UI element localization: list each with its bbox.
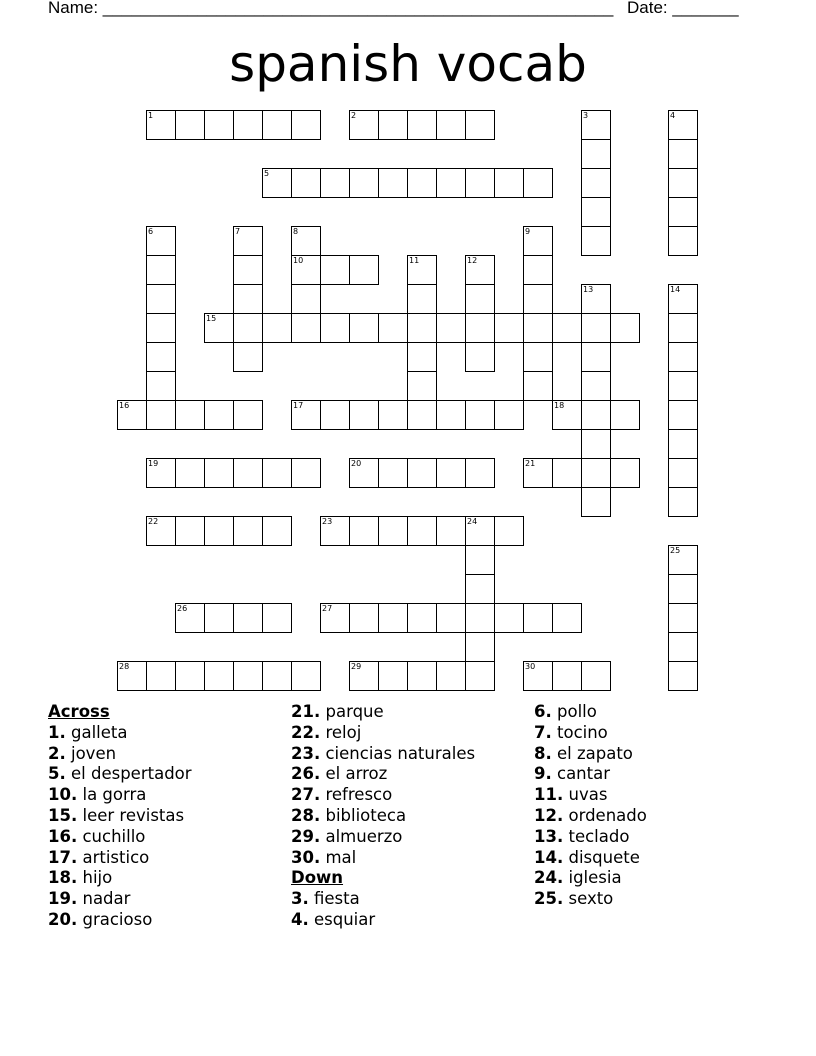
grid-cell[interactable] xyxy=(349,603,379,633)
clue-item-number: 16. xyxy=(48,826,78,846)
clue-number: 13 xyxy=(583,285,594,294)
grid-cell[interactable] xyxy=(204,458,234,488)
grid-cell[interactable] xyxy=(610,313,640,343)
grid-cell[interactable] xyxy=(175,400,205,430)
clue-item-text: uvas xyxy=(568,785,608,805)
clue-item-number: 23. xyxy=(291,743,321,763)
clue-item xyxy=(48,785,192,806)
clue-item-text: disquete xyxy=(568,847,640,867)
grid-cell[interactable] xyxy=(668,458,698,488)
grid-cell[interactable] xyxy=(204,603,234,633)
grid-cell[interactable] xyxy=(291,284,321,314)
clue-item-number: 9. xyxy=(534,764,552,784)
date-field[interactable]: Date: _______ xyxy=(627,0,739,17)
clue-item-number: 2. xyxy=(48,743,66,763)
clue-number: 18 xyxy=(554,401,565,410)
grid-cell[interactable] xyxy=(407,516,437,546)
clue-number: 16 xyxy=(119,401,130,410)
grid-cell[interactable] xyxy=(378,313,408,343)
name-field[interactable]: Name: ______________________________________________________ xyxy=(48,0,614,17)
clue-number: 23 xyxy=(322,517,333,526)
clue-item xyxy=(291,744,475,765)
grid-cell[interactable] xyxy=(581,661,611,691)
page-title: spanish vocab xyxy=(229,35,587,93)
grid-cell[interactable] xyxy=(494,400,524,430)
clue-item-text: leer revistas xyxy=(82,805,185,825)
grid-cell[interactable] xyxy=(523,168,553,198)
clue-number: 28 xyxy=(119,662,130,671)
grid-cell[interactable] xyxy=(668,487,698,517)
grid-cell[interactable] xyxy=(146,371,176,401)
clue-number: 30 xyxy=(525,662,536,671)
grid-cell[interactable] xyxy=(233,603,263,633)
grid-cell[interactable] xyxy=(349,458,379,488)
grid-cell[interactable] xyxy=(668,603,698,633)
grid-cell[interactable] xyxy=(581,342,611,372)
clue-item-number: 28. xyxy=(291,805,321,825)
grid-cell[interactable] xyxy=(436,313,466,343)
clue-item-number: 26. xyxy=(291,764,321,784)
clue-item-text: hijo xyxy=(82,868,113,888)
clue-item xyxy=(291,889,475,910)
grid-cell[interactable] xyxy=(291,168,321,198)
grid-cell[interactable] xyxy=(233,284,263,314)
grid-cell[interactable] xyxy=(378,458,408,488)
clue-item-number: 17. xyxy=(48,847,78,867)
grid-cell[interactable] xyxy=(146,661,176,691)
grid-cell[interactable] xyxy=(581,458,611,488)
clue-item xyxy=(48,806,192,827)
clue-number: 20 xyxy=(351,459,362,468)
grid-cell[interactable] xyxy=(523,458,553,488)
grid-cell[interactable] xyxy=(204,516,234,546)
clue-item-text: esquiar xyxy=(314,909,376,929)
clue-item-text: la gorra xyxy=(82,785,147,805)
grid-cell[interactable] xyxy=(494,516,524,546)
grid-cell[interactable] xyxy=(436,168,466,198)
grid-cell[interactable] xyxy=(320,255,350,285)
grid-cell[interactable] xyxy=(552,313,582,343)
clue-item-number: 22. xyxy=(291,722,321,742)
grid-cell[interactable] xyxy=(204,400,234,430)
grid-cell[interactable] xyxy=(407,603,437,633)
clue-item-number: 25. xyxy=(534,889,564,909)
grid-cell[interactable] xyxy=(291,226,321,256)
clue-item-number: 4. xyxy=(291,909,309,929)
grid-cell[interactable] xyxy=(233,226,263,256)
clue-item-number: 21. xyxy=(291,702,321,721)
clue-item-number: 6. xyxy=(534,702,552,721)
grid-cell[interactable] xyxy=(349,313,379,343)
grid-cell[interactable] xyxy=(233,661,263,691)
clue-item-number: 20. xyxy=(48,909,78,929)
grid-cell[interactable] xyxy=(494,168,524,198)
clue-number: 4 xyxy=(670,111,676,120)
grid-cell[interactable] xyxy=(465,516,495,546)
clue-number: 11 xyxy=(409,256,420,265)
grid-cell[interactable] xyxy=(494,603,524,633)
clue-item-number: 29. xyxy=(291,826,321,846)
clue-item-number: 18. xyxy=(48,868,78,888)
clue-section-heading: Across xyxy=(48,702,110,721)
grid-cell[interactable] xyxy=(378,168,408,198)
grid-cell[interactable] xyxy=(668,168,698,198)
grid-cell[interactable] xyxy=(523,603,553,633)
grid-cell[interactable] xyxy=(668,226,698,256)
grid-cell[interactable] xyxy=(465,400,495,430)
grid-cell[interactable] xyxy=(465,603,495,633)
grid-cell[interactable] xyxy=(668,197,698,227)
clue-number: 5 xyxy=(264,169,270,178)
clue-item xyxy=(291,910,475,931)
grid-cell[interactable] xyxy=(204,110,234,140)
clue-item-text: el zapato xyxy=(557,743,633,763)
clue-number: 24 xyxy=(467,517,478,526)
grid-cell[interactable] xyxy=(349,400,379,430)
clue-number: 12 xyxy=(467,256,478,265)
clue-item-text: sexto xyxy=(568,889,614,909)
clue-item-number: 8. xyxy=(534,743,552,763)
clue-item-text: fiesta xyxy=(314,889,360,909)
grid-cell[interactable] xyxy=(581,197,611,227)
clue-item xyxy=(291,785,475,806)
grid-cell[interactable] xyxy=(552,400,582,430)
clue-item-number: 13. xyxy=(534,826,564,846)
clue-item-number: 15. xyxy=(48,805,78,825)
clue-item-number: 12. xyxy=(534,805,564,825)
clue-number: 14 xyxy=(670,285,681,294)
grid-cell[interactable] xyxy=(291,313,321,343)
grid-cell[interactable] xyxy=(610,458,640,488)
grid-cell[interactable] xyxy=(291,661,321,691)
clue-item-text: teclado xyxy=(568,826,630,846)
grid-cell[interactable] xyxy=(465,110,495,140)
clue-item-text: el despertador xyxy=(71,764,192,784)
grid-cell[interactable] xyxy=(175,458,205,488)
grid-cell[interactable] xyxy=(523,255,553,285)
clue-item-number: 24. xyxy=(534,868,564,888)
clue-item xyxy=(534,785,647,806)
clue-item-text: tocino xyxy=(557,722,608,742)
grid-cell[interactable] xyxy=(465,574,495,604)
clue-number: 1 xyxy=(148,111,154,120)
grid-cell[interactable] xyxy=(581,168,611,198)
grid-cell[interactable] xyxy=(581,429,611,459)
clue-number: 3 xyxy=(583,111,589,120)
clue-item-text: reloj xyxy=(325,722,362,742)
clue-number: 6 xyxy=(148,227,154,236)
clue-item-text: artistico xyxy=(82,847,150,867)
clue-item-text: gracioso xyxy=(82,909,153,929)
grid-cell[interactable] xyxy=(436,516,466,546)
grid-cell[interactable] xyxy=(175,516,205,546)
grid-cell[interactable] xyxy=(668,371,698,401)
grid-cell[interactable] xyxy=(233,400,263,430)
clue-column-3 xyxy=(534,702,647,910)
grid-cell[interactable] xyxy=(146,110,176,140)
clue-item-text: pollo xyxy=(557,702,597,721)
clue-item-text: parque xyxy=(325,702,384,721)
grid-cell[interactable] xyxy=(465,661,495,691)
grid-cell[interactable] xyxy=(233,458,263,488)
grid-cell[interactable] xyxy=(407,313,437,343)
grid-cell[interactable] xyxy=(233,516,263,546)
clue-item-number: 5. xyxy=(48,764,66,784)
clue-number: 29 xyxy=(351,662,362,671)
grid-cell[interactable] xyxy=(146,342,176,372)
clue-number: 15 xyxy=(206,314,217,323)
clue-number: 22 xyxy=(148,517,159,526)
grid-cell[interactable] xyxy=(378,516,408,546)
grid-cell[interactable] xyxy=(668,429,698,459)
grid-cell[interactable] xyxy=(204,313,234,343)
clue-number: 7 xyxy=(235,227,241,236)
clue-item xyxy=(291,702,475,723)
grid-cell[interactable] xyxy=(146,284,176,314)
grid-cell[interactable] xyxy=(146,516,176,546)
grid-cell[interactable] xyxy=(668,313,698,343)
clue-item-text: biblioteca xyxy=(325,805,407,825)
clue-item-number: 10. xyxy=(48,785,78,805)
clue-item-number: 11. xyxy=(534,785,564,805)
grid-cell[interactable] xyxy=(320,313,350,343)
clue-item-number: 3. xyxy=(291,889,309,909)
grid-cell[interactable] xyxy=(407,284,437,314)
grid-cell[interactable] xyxy=(262,661,292,691)
grid-cell[interactable] xyxy=(349,255,379,285)
clue-item-text: ciencias naturales xyxy=(325,743,476,763)
grid-cell[interactable] xyxy=(291,400,321,430)
clue-section-heading: Down xyxy=(291,868,344,888)
clue-item-text: nadar xyxy=(82,889,131,909)
grid-cell[interactable] xyxy=(436,110,466,140)
grid-cell[interactable] xyxy=(523,342,553,372)
grid-cell[interactable] xyxy=(262,458,292,488)
grid-cell[interactable] xyxy=(262,168,292,198)
clue-item-number: 19. xyxy=(48,889,78,909)
grid-cell[interactable] xyxy=(523,313,553,343)
clue-item xyxy=(291,827,475,848)
grid-cell[interactable] xyxy=(465,632,495,662)
clue-item-number: 27. xyxy=(291,785,321,805)
grid-cell[interactable] xyxy=(581,226,611,256)
grid-cell[interactable] xyxy=(465,284,495,314)
clue-item-text: ordenado xyxy=(568,805,647,825)
grid-cell[interactable] xyxy=(262,603,292,633)
clue-item-text: cuchillo xyxy=(82,826,146,846)
clue-number: 25 xyxy=(670,546,681,555)
clue-item xyxy=(291,806,475,827)
grid-cell[interactable] xyxy=(262,516,292,546)
clue-item xyxy=(534,848,647,869)
grid-cell[interactable] xyxy=(581,400,611,430)
grid-cell[interactable] xyxy=(378,603,408,633)
grid-cell[interactable] xyxy=(436,458,466,488)
grid-cell[interactable] xyxy=(552,458,582,488)
grid-cell[interactable] xyxy=(291,255,321,285)
grid-cell[interactable] xyxy=(291,458,321,488)
grid-cell[interactable] xyxy=(262,313,292,343)
grid-cell[interactable] xyxy=(233,342,263,372)
grid-cell[interactable] xyxy=(668,284,698,314)
clue-item xyxy=(534,764,647,785)
clue-item xyxy=(48,764,192,785)
clue-item-number: 14. xyxy=(534,847,564,867)
clue-item xyxy=(48,848,192,869)
clue-item xyxy=(48,868,192,889)
clue-item xyxy=(291,723,475,744)
grid-cell[interactable] xyxy=(117,400,147,430)
grid-cell[interactable] xyxy=(436,661,466,691)
grid-cell[interactable] xyxy=(175,661,205,691)
clue-item xyxy=(48,744,192,765)
clue-number: 2 xyxy=(351,111,357,120)
grid-cell[interactable] xyxy=(320,400,350,430)
grid-cell[interactable] xyxy=(581,139,611,169)
clue-number: 17 xyxy=(293,401,304,410)
clue-item-text: el arroz xyxy=(325,764,388,784)
grid-cell[interactable] xyxy=(204,661,234,691)
clue-item-number: 30. xyxy=(291,847,321,867)
grid-cell[interactable] xyxy=(407,458,437,488)
clue-item-text: joven xyxy=(71,743,117,763)
clue-item xyxy=(48,910,192,931)
grid-cell[interactable] xyxy=(233,110,263,140)
grid-cell[interactable] xyxy=(175,110,205,140)
grid-cell[interactable] xyxy=(407,168,437,198)
grid-cell[interactable] xyxy=(465,168,495,198)
grid-cell[interactable] xyxy=(552,603,582,633)
clue-item xyxy=(534,868,647,889)
grid-cell[interactable] xyxy=(465,342,495,372)
grid-cell[interactable] xyxy=(668,574,698,604)
clue-item-text: refresco xyxy=(325,785,393,805)
clue-number: 9 xyxy=(525,227,531,236)
grid-cell[interactable] xyxy=(523,371,553,401)
grid-cell[interactable] xyxy=(523,661,553,691)
clue-item-text: almuerzo xyxy=(325,826,403,846)
grid-cell[interactable] xyxy=(349,168,379,198)
clue-item xyxy=(48,723,192,744)
grid-cell[interactable] xyxy=(581,284,611,314)
grid-cell[interactable] xyxy=(465,313,495,343)
clue-number: 21 xyxy=(525,459,536,468)
clue-item-text: mal xyxy=(325,847,357,867)
clue-column-2 xyxy=(291,702,475,931)
clue-item xyxy=(48,889,192,910)
grid-cell[interactable] xyxy=(320,168,350,198)
grid-cell[interactable] xyxy=(146,226,176,256)
grid-cell[interactable] xyxy=(320,603,350,633)
grid-cell[interactable] xyxy=(349,516,379,546)
grid-cell[interactable] xyxy=(349,110,379,140)
grid-cell[interactable] xyxy=(523,226,553,256)
clue-item-number: 1. xyxy=(48,722,66,742)
grid-cell[interactable] xyxy=(523,284,553,314)
clue-item xyxy=(534,889,647,910)
grid-cell[interactable] xyxy=(233,313,263,343)
clue-number: 27 xyxy=(322,604,333,613)
clue-number: 10 xyxy=(293,256,304,265)
clue-number: 26 xyxy=(177,604,188,613)
grid-cell[interactable] xyxy=(465,458,495,488)
grid-cell[interactable] xyxy=(552,661,582,691)
grid-cell[interactable] xyxy=(407,661,437,691)
grid-cell[interactable] xyxy=(581,110,611,140)
clue-item xyxy=(534,744,647,765)
grid-cell[interactable] xyxy=(581,371,611,401)
grid-cell[interactable] xyxy=(291,110,321,140)
clue-item xyxy=(534,827,647,848)
grid-cell[interactable] xyxy=(581,487,611,517)
grid-cell[interactable] xyxy=(407,110,437,140)
grid-cell[interactable] xyxy=(407,255,437,285)
clue-item xyxy=(48,827,192,848)
grid-cell[interactable] xyxy=(407,342,437,372)
grid-cell[interactable] xyxy=(175,603,205,633)
grid-cell[interactable] xyxy=(146,458,176,488)
grid-cell[interactable] xyxy=(668,661,698,691)
grid-cell[interactable] xyxy=(668,545,698,575)
grid-cell[interactable] xyxy=(668,342,698,372)
clue-item xyxy=(534,806,647,827)
grid-cell[interactable] xyxy=(465,545,495,575)
grid-cell[interactable] xyxy=(378,400,408,430)
grid-cell[interactable] xyxy=(668,400,698,430)
grid-cell[interactable] xyxy=(146,255,176,285)
clue-column-1 xyxy=(48,702,192,931)
grid-cell[interactable] xyxy=(668,110,698,140)
grid-cell[interactable] xyxy=(610,400,640,430)
clue-item-text: galleta xyxy=(71,722,128,742)
grid-cell[interactable] xyxy=(146,400,176,430)
grid-cell[interactable] xyxy=(233,255,263,285)
grid-cell[interactable] xyxy=(668,139,698,169)
clue-number: 8 xyxy=(293,227,299,236)
clue-item-number: 7. xyxy=(534,722,552,742)
clue-item xyxy=(291,848,475,869)
clue-item xyxy=(534,702,647,723)
grid-cell[interactable] xyxy=(262,110,292,140)
clue-item-text: cantar xyxy=(557,764,611,784)
grid-cell[interactable] xyxy=(407,371,437,401)
grid-cell[interactable] xyxy=(349,661,379,691)
clue-item-text: iglesia xyxy=(568,868,622,888)
grid-cell[interactable] xyxy=(407,400,437,430)
grid-cell[interactable] xyxy=(436,400,466,430)
grid-cell[interactable] xyxy=(320,516,350,546)
grid-cell[interactable] xyxy=(465,255,495,285)
grid-cell[interactable] xyxy=(494,313,524,343)
clue-number: 19 xyxy=(148,459,159,468)
grid-cell[interactable] xyxy=(581,313,611,343)
grid-cell[interactable] xyxy=(378,661,408,691)
grid-cell[interactable] xyxy=(378,110,408,140)
grid-cell[interactable] xyxy=(436,603,466,633)
grid-cell[interactable] xyxy=(117,661,147,691)
clue-item xyxy=(291,764,475,785)
grid-cell[interactable] xyxy=(668,632,698,662)
clue-item xyxy=(534,723,647,744)
grid-cell[interactable] xyxy=(146,313,176,343)
